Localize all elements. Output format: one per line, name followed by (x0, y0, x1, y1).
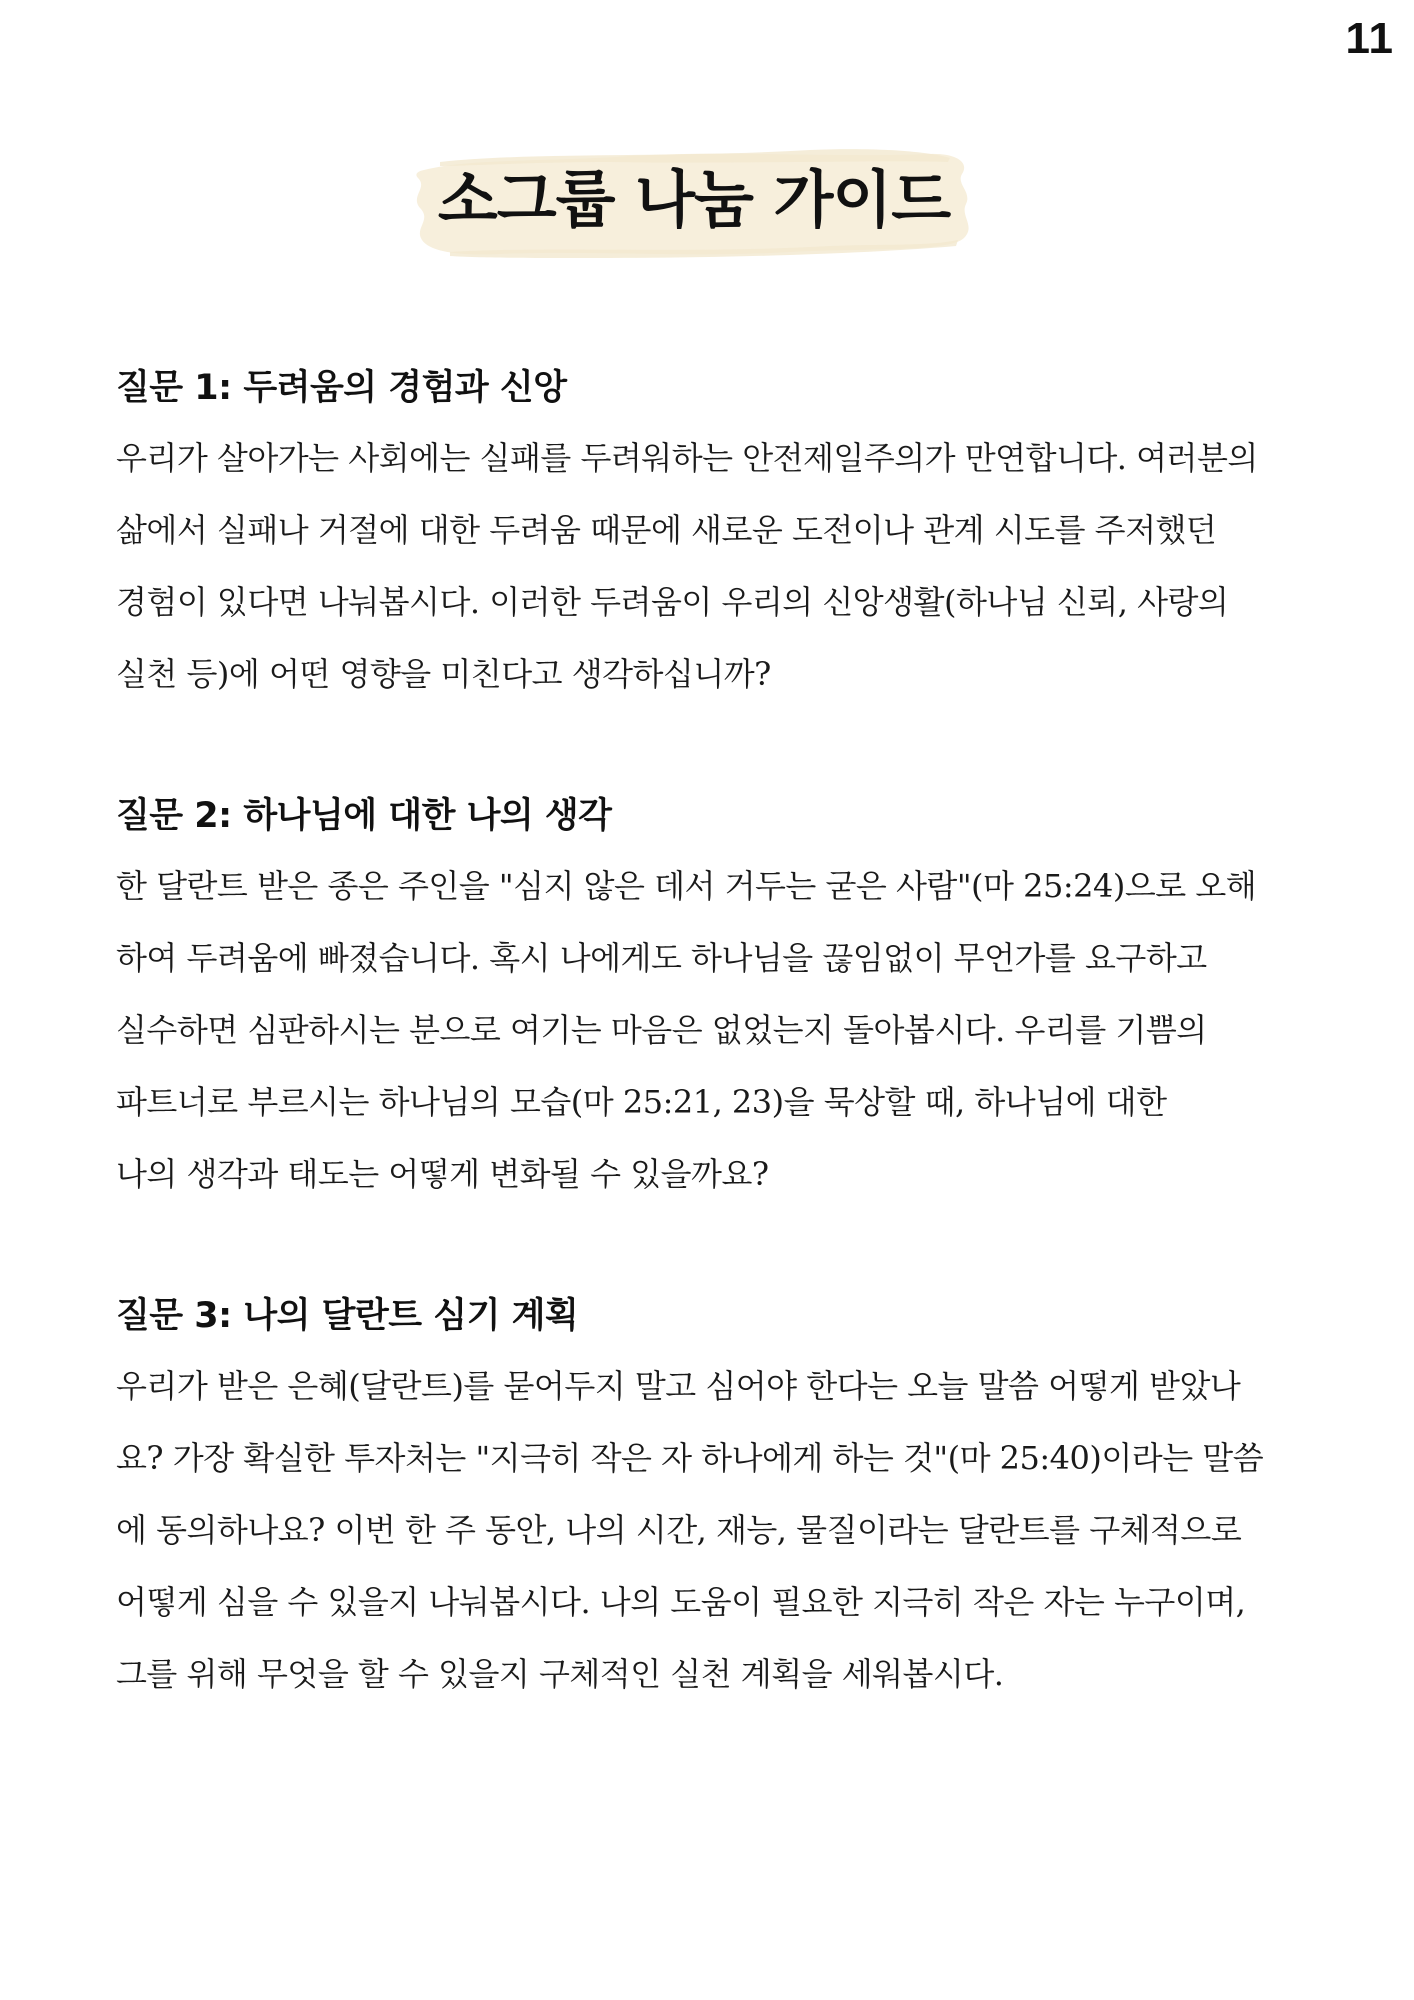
question-3-line: 우리가 받은 은혜(달란트)를 묻어두지 말고 심어야 한다는 오늘 말씀 어떻게 받았나 (116, 1367, 1241, 1405)
question-1-line: 경험이 있다면 나눠봅시다. 이러한 두려움이 우리의 신앙생활(하나님 신뢰, 사랑의 (116, 583, 1229, 621)
question-1-line: 우리가 살아가는 사회에는 실패를 두려워하는 안전제일주의가 만연합니다. 여러분의 (116, 439, 1258, 477)
question-2-line: 나의 생각과 태도는 어떻게 변화될 수 있을까요? (116, 1155, 769, 1193)
question-2-line: 하여 두려움에 빠졌습니다. 혹시 나에게도 하나님을 끊임없이 무언가를 요구하고 (116, 939, 1207, 977)
question-2-line: 한 달란트 받은 종은 주인을 "심지 않은 데서 거두는 굳은 사람"(마 25:24)으로 오해 (116, 867, 1257, 905)
question-3-line: 요? 가장 확실한 투자처는 "지극히 작은 자 하나에게 하는 것"(마 25:40)이라는 말씀 (116, 1439, 1264, 1477)
page-title: 소그룹 나눔 가이드 (437, 163, 951, 236)
question-2-line: 실수하면 심판하시는 분으로 여기는 마음은 없었는지 돌아봅시다. 우리를 기쁨의 (116, 1011, 1207, 1049)
question-3-heading: 질문 3: 나의 달란트 심기 계획 (116, 1296, 579, 1336)
question-3-section (116, 1290, 1346, 1710)
question-1-heading: 질문 1: 두려움의 경험과 신앙 (116, 368, 567, 408)
question-2-section (116, 790, 1346, 1210)
question-3-line: 어떻게 심을 수 있을지 나눠봅시다. 나의 도움이 필요한 지극히 작은 자는 누구이며, (116, 1583, 1246, 1621)
question-1-line: 삶에서 실패나 거절에 대한 두려움 때문에 새로운 도전이나 관계 시도를 주저했던 (116, 511, 1217, 549)
title-block (0, 132, 1414, 282)
question-3-line: 에 동의하나요? 이번 한 주 동안, 나의 시간, 재능, 물질이라는 달란트를 구체적으로 (116, 1511, 1242, 1549)
question-3-line: 그를 위해 무엇을 할 수 있을지 구체적인 실천 계획을 세워봅시다. (116, 1655, 1004, 1693)
question-1-line: 실천 등)에 어떤 영향을 미친다고 생각하십니까? (116, 655, 771, 693)
question-2-heading: 질문 2: 하나님에 대한 나의 생각 (116, 796, 612, 836)
question-2-line: 파트너로 부르시는 하나님의 모습(마 25:21, 23)을 묵상할 때, 하나님에 대한 (116, 1083, 1167, 1121)
question-1-section (116, 362, 1346, 710)
page-number: 11 (1345, 14, 1394, 63)
